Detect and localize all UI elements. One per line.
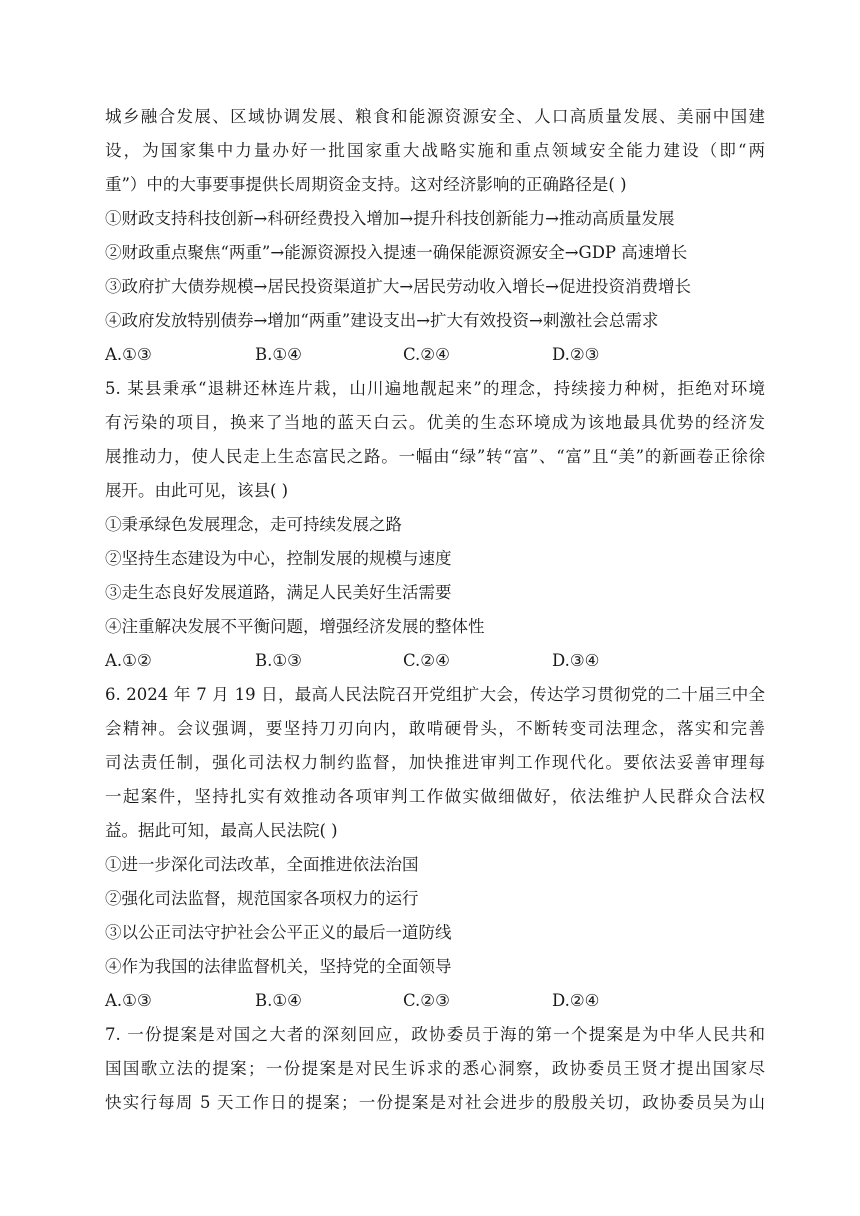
question-5-stem-line-1: 5. 某县秉承“退耕还林连片栽，山川遍地靓起来”的理念，持续接力种树，拒绝对环境 bbox=[105, 379, 765, 398]
question-5-statement-2: ②坚持生态建设为中心，控制发展的规模与速度 bbox=[105, 549, 452, 568]
question-4-option-a: A.①③ bbox=[105, 345, 152, 364]
question-6-stem-line-2: 会精神。会议强调，要坚持刀刃向内，敢啃硬骨头，不断转变司法理念，落实和完善 bbox=[105, 719, 765, 738]
question-5-option-a: A.①② bbox=[105, 651, 152, 670]
question-5-option-d: D.③④ bbox=[552, 651, 600, 670]
question-7-stem-line-1: 7. 一份提案是对国之大者的深刻回应，政协委员于海的第一个提案是为中华人民共和 bbox=[105, 1025, 765, 1044]
question-6-stem-line-5: 益。据此可知，最高人民法院( ) bbox=[105, 821, 338, 840]
question-5-statement-1: ①秉承绿色发展理念，走可持续发展之路 bbox=[105, 515, 402, 534]
question-6-stem-line-4: 一起案件，坚持扎实有效推动各项审判工作做实做细做好，依法维护人民群众合法权 bbox=[105, 787, 765, 806]
question-6-statement-2: ②强化司法监督，规范国家各项权力的运行 bbox=[105, 889, 419, 908]
question-4-statement-1: ①财政支持科技创新→科研经费投入增加→提升科技创新能力→推动高质量发展 bbox=[105, 209, 675, 228]
question-5-options bbox=[105, 644, 765, 678]
question-6-option-c: C.②③ bbox=[403, 991, 450, 1010]
question-5-stem-line-4: 展开。由此可见，该县( ) bbox=[105, 481, 289, 500]
question-4-stem-line-2: 设，为国家集中力量办好一批国家重大战略实施和重点领域安全能力建设（即“两 bbox=[105, 141, 765, 160]
question-4-statement-4: ④政府发放特别债券→增加“两重”建设支出→扩大有效投资→刺激社会总需求 bbox=[105, 311, 659, 330]
question-4-continued bbox=[105, 100, 765, 372]
question-5-option-b: B.①③ bbox=[255, 651, 302, 670]
question-4-option-d: D.②③ bbox=[552, 345, 600, 364]
question-5-statement-4: ④注重解决发展不平衡问题，增强经济发展的整体性 bbox=[105, 617, 485, 636]
question-4-statement-3: ③政府扩大债券规模→居民投资渠道扩大→居民劳动收入增长→促进投资消费增长 bbox=[105, 277, 691, 296]
question-4-statement-2: ②财政重点聚焦“两重”→能源资源投入提速一确保能源资源安全→GDP 高速增长 bbox=[105, 243, 688, 262]
question-7-stem-line-3: 快实行每周 5 天工作日的提案；一份提案是对社会进步的殷殷关切，政协委员吴为山 bbox=[105, 1093, 765, 1112]
question-6-option-b: B.①④ bbox=[255, 991, 302, 1010]
question-4-stem-line-1: 城乡融合发展、区域协调发展、粮食和能源资源安全、人口高质量发展、美丽中国建 bbox=[105, 107, 765, 126]
question-6-stem-line-1: 6. 2024 年 7 月 19 日，最高人民法院召开党组扩大会，传达学习贯彻党的二十届三中全 bbox=[105, 685, 765, 704]
question-6-option-a: A.①③ bbox=[105, 991, 152, 1010]
question-6 bbox=[105, 678, 765, 1018]
question-6-stem-line-3: 司法责任制，强化司法权力制约监督，加快推进审判工作现代化。要依法妥善审理每 bbox=[105, 753, 765, 772]
question-6-option-d: D.②④ bbox=[552, 991, 600, 1010]
question-6-statement-4: ④作为我国的法律监督机关，坚持党的全面领导 bbox=[105, 957, 452, 976]
question-5-option-c: C.②④ bbox=[403, 651, 450, 670]
question-6-statement-1: ①进一步深化司法改革，全面推进依法治国 bbox=[105, 855, 419, 874]
question-4-option-c: C.②④ bbox=[403, 345, 450, 364]
question-4-option-b: B.①④ bbox=[255, 345, 302, 364]
question-6-options bbox=[105, 984, 765, 1018]
question-5-stem-line-2: 有污染的项目，换来了当地的蓝天白云。优美的生态环境成为该地最具优势的经济发 bbox=[105, 413, 765, 432]
question-5-statement-3: ③走生态良好发展道路，满足人民美好生活需要 bbox=[105, 583, 452, 602]
question-6-statement-3: ③以公正司法守护社会公平正义的最后一道防线 bbox=[105, 923, 452, 942]
question-5-stem-line-3: 展推动力，使人民走上生态富民之路。一幅由“绿”转“富”、“富”且“美”的新画卷正徐徐 bbox=[105, 447, 765, 466]
question-7 bbox=[105, 1018, 765, 1120]
question-4-options bbox=[105, 338, 765, 372]
question-5 bbox=[105, 372, 765, 678]
question-7-stem-line-2: 国国歌立法的提案；一份提案是对民生诉求的悉心洞察，政协委员王贤才提出国家尽 bbox=[105, 1059, 765, 1078]
question-4-stem-line-3: 重”）中的大事要事提供长周期资金支持。这对经济影响的正确路径是( ) bbox=[105, 175, 627, 194]
document-body bbox=[105, 100, 765, 1120]
